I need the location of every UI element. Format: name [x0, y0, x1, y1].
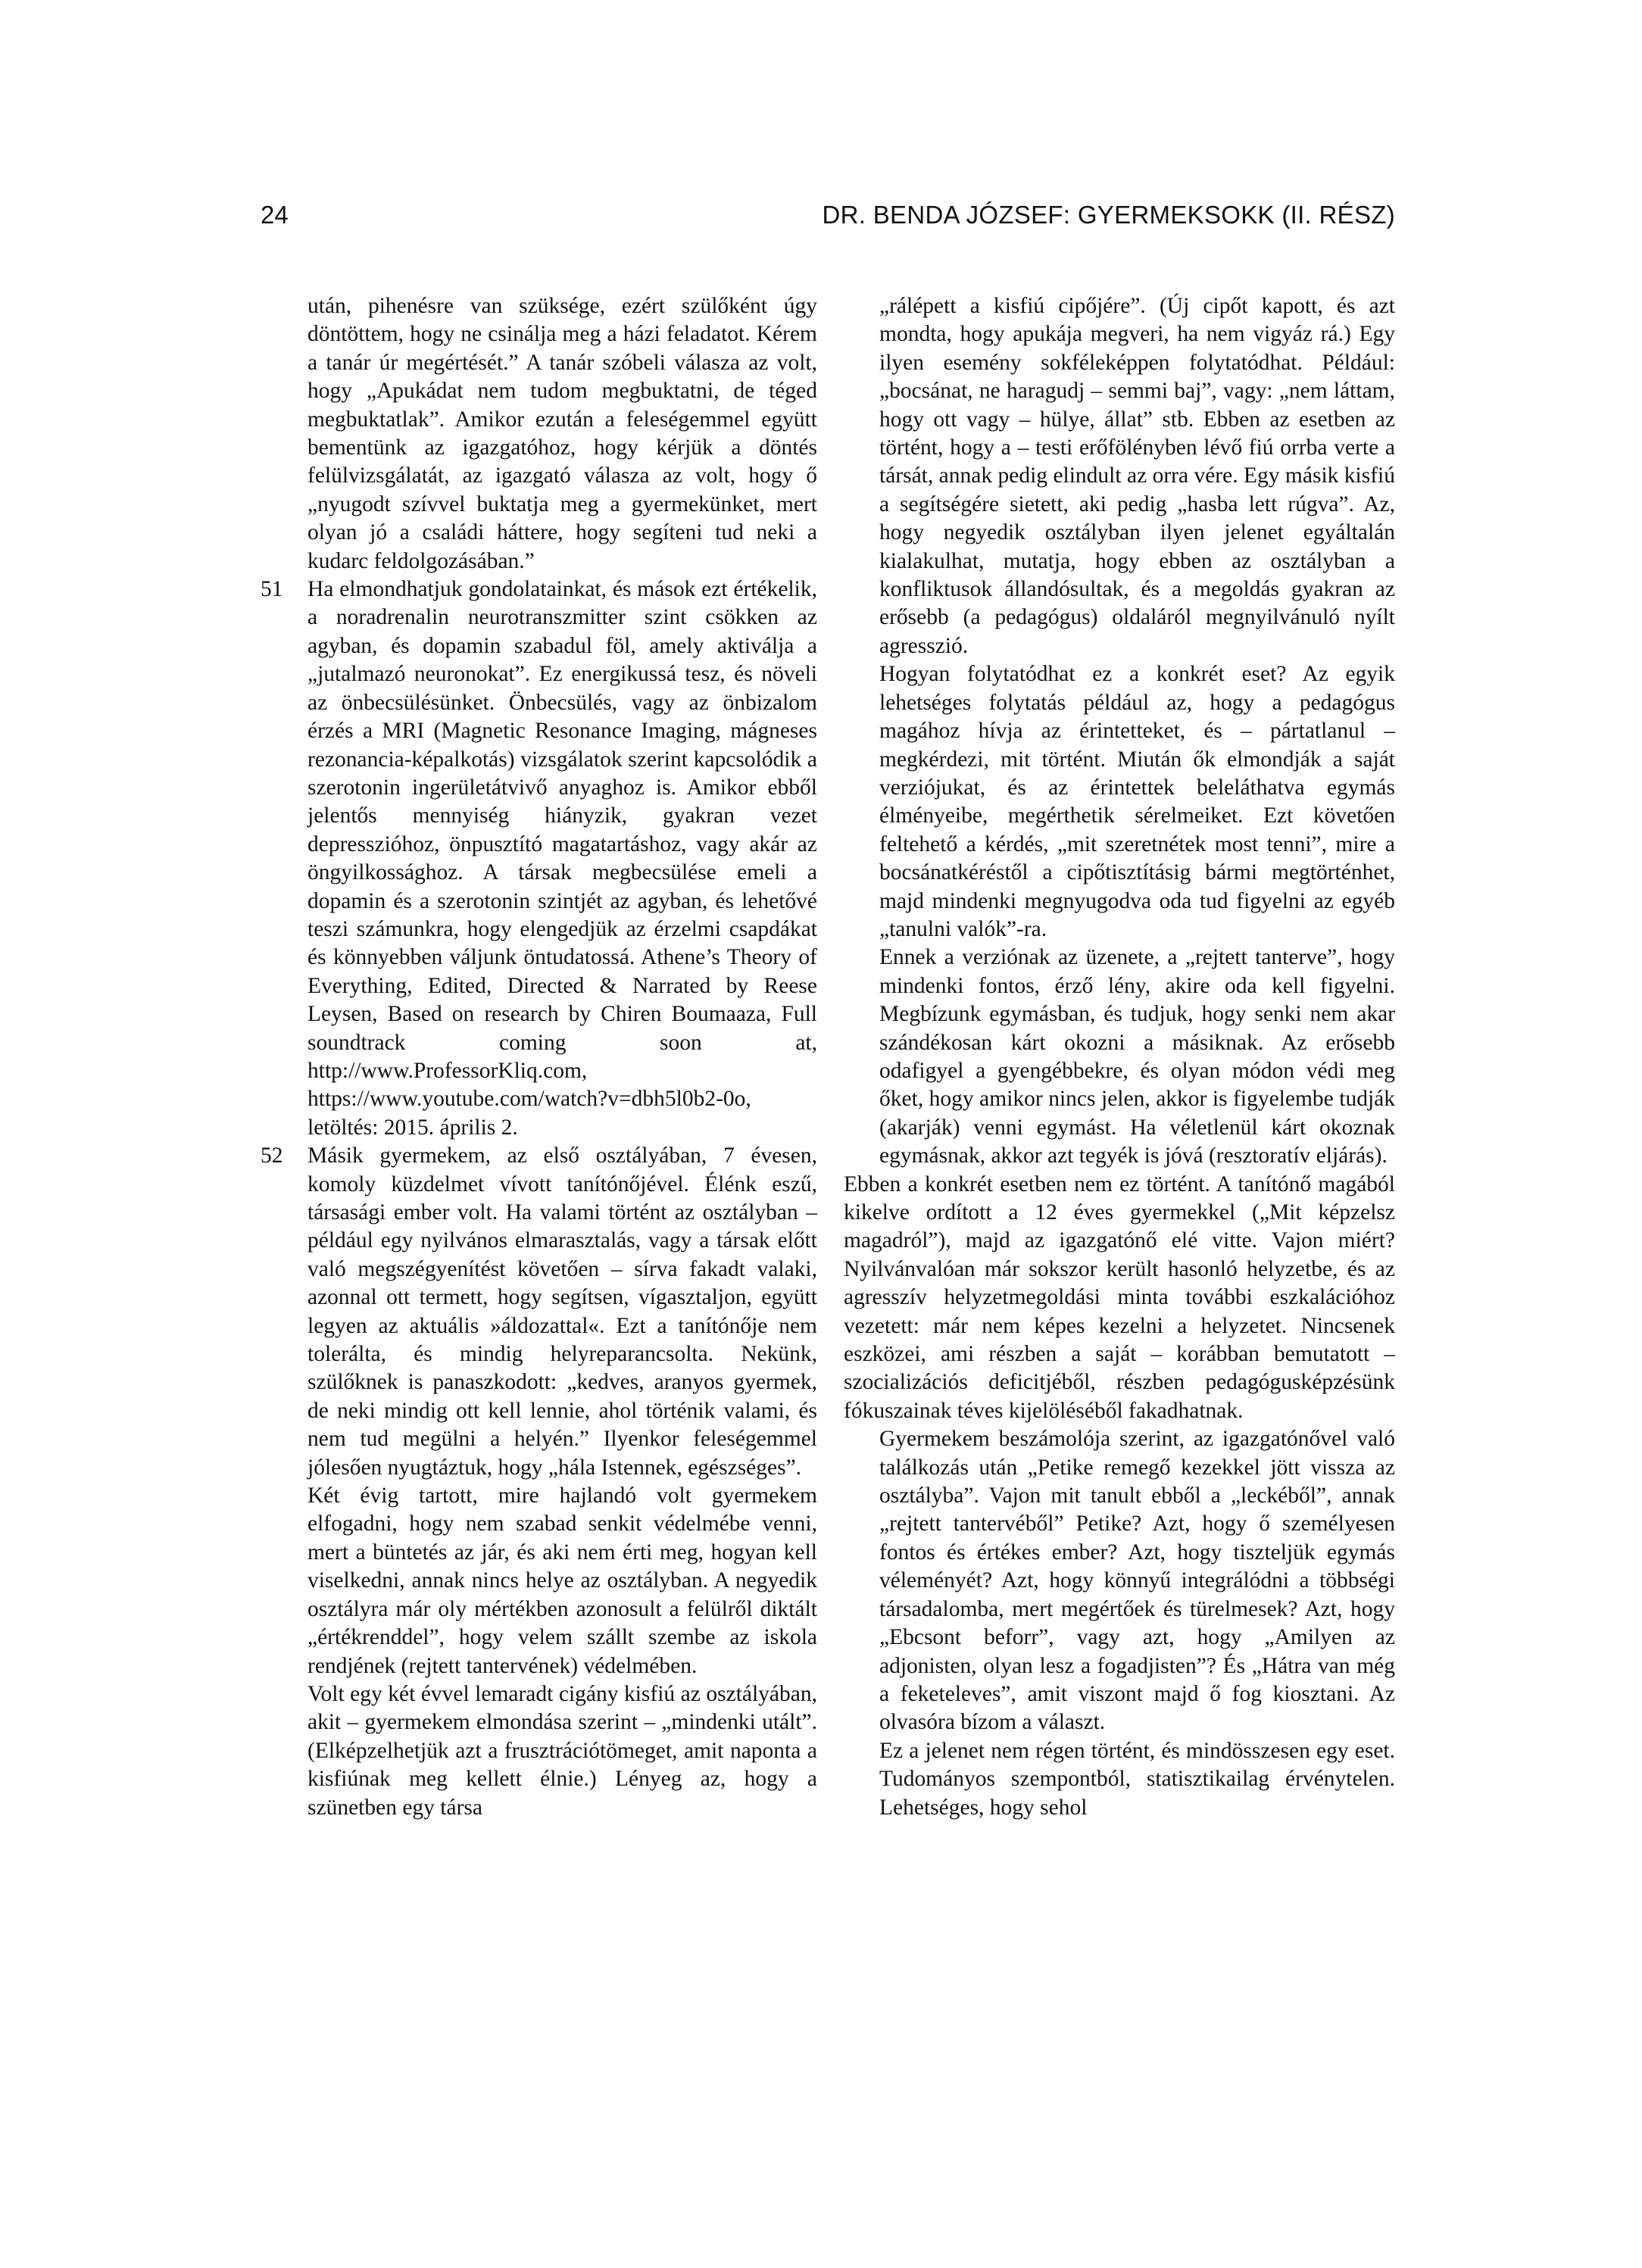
- footnote-number: 51: [261, 577, 283, 602]
- page-number: 24: [261, 201, 289, 229]
- footnote-number: 52: [261, 1143, 283, 1168]
- body-paragraph: Ez a jelenet nem régen történt, és mindösszesen egy eset. Tudományos szempontból, statisztikailag érvénytelen. Lehetséges, hogy sehol: [879, 1738, 1395, 1820]
- footnote-text: Ha elmondhatjuk gondolatainkat, és mások ezt értékelik, a noradrenalin neurotranszmitter szint csökken az agyban, és dopamin szabadul föl, amely aktiválja a „jutalmazó neuronokat”. Ez energikussá tesz, és növeli az önbecsülésünket. Önbecsülés, vagy az önbizalom érzés a MRI (Magnetic Resonance Imaging, mágneses rezonancia-képalkotás) vizsgálatok szerint kapcsolódik a szerotonin ingerületátvivő anyaghoz is. Amikor ebből jelentős mennyiség hiányzik, gyakran vezet depresszióhoz, önpusztító magatartáshoz, vagy akár az öngyilkossághoz. A társak megbecsülése emeli a dopamin és a szerotonin szintjét az agyban, és lehetővé teszi számunkra, hogy elengedjük az érzelmi csapdákat és könnyebben váljunk öntudatossá. Athene’s Theory of Everything, Edited, Directed & Narrated by Reese Leysen, Based on research by Chiren Boumaaza, Full soundtrack coming soon at, http://www.ProfessorKliq.com, https://www.youtube.com/watch?v=dbh5l0b2-0o, letöltés: 2015. április 2.: [307, 577, 817, 1140]
- body-paragraph: Gyermekem beszámolója szerint, az igazgatónővel való találkozás után „Petike remegő kezekkel jött vissza az osztályba”. Vajon mit tanult ebből a „leckéből”, annak „rejtett tantervéből” Petike? Azt, hogy ő személyesen fontos és értékes ember? Azt, hogy tiszteljük egymás véleményét? Azt, hogy könnyű integrálódni a többségi társadalomba, mert megértőek és türelmesek? Azt, hogy „Ebcsont beforr”, vagy azt, hogy „Amilyen az adjonisten, olyan lesz a fogadjisten”? És „Hátra van még a feketeleves”, amit viszont majd ő fog kiosztani. Az olvasóra bízom a választ.: [879, 1427, 1395, 1735]
- footnote-paragraph: Másik gyermekem, az első osztályában, 7 évesen, komoly küzdelmet vívott tanítónőjével. Élénk eszű, társasági ember volt. Ha valami történt az osztályban – például egy nyilvános elmarasztalás, vagy a társak előtt való megszégyenítést követően – sírva fakadt valaki, azonnal ott termett, hogy segítsen, vígasztaljon, együtt legyen az aktuális »áldozattal«. Ezt a tanítónője nem tolerálta, és mindig helyreparancsolta. Nekünk, szülőknek is panaszkodott: „kedves, aranyos gyermek, de neki mindig ott kell lennie, ahol történik valami, és nem tud megülni a helyén.” Ilyenkor feleségemmel jólesően nyugtáztuk, hogy „hála Istennek, egészséges”.: [307, 1143, 817, 1480]
- right-column: [844, 292, 1395, 1822]
- footnote-52: [261, 1142, 817, 1822]
- left-column: [261, 292, 817, 1822]
- footnote-50-continuation: után, pihenésre van szüksége, ezért szülőként úgy döntöttem, hogy ne csinálja meg a házi feladatot. Kérem a tanár úr megértését.” A tanár szóbeli válasza az volt, hogy „Apukádat nem tudom megbuktatni, de téged megbuktatlak”. Amikor ezután a feleségemmel együtt bementünk az igazgatóhoz, hogy kérjük a döntés felülvizsgálatát, az igazgató válasza az volt, hogy ő „nyugodt szívvel buktatja meg a gyermekünket, mert olyan jó a családi háttere, hogy segíteni tud neki a kudarc feldolgozásában.”: [307, 294, 817, 573]
- outdented-text: a konkrét esetben nem ez történt. A tanítónő magából kikelve ordított a 12 éves gyermekkel („Mit képzelsz magadról”), majd az igazgatónő elé vitte. Vajon miért? Nyilvánvalóan már sokszor került hasonló helyzetbe, és az agresszív helyzetmegoldási minta további eszkalációhoz vezetett: már nem képes kezelni a helyzetet. Nincsenek eszközei, ami részben a saját – korábban bemutatott – szocializációs deficitjéből, részben pedagógusképzésünk fókuszainak téves kijelöléséből fakadhatnak.: [844, 1171, 1395, 1423]
- body-paragraph: „rálépett a kisfiú cipőjére”. (Új cipőt kapott, és azt mondta, hogy apukája megveri, ha nem vigyáz rá.) Egy ilyen esemény sokféleképpen folytatódhat. Például: „bocsánat, ne haragudj – semmi baj”, vagy: „nem láttam, hogy ott vagy – hülye, állat” stb. Ebben az esetben az történt, hogy a – testi erőfölényben lévő fiú orrba verte a társát, annak pedig elindult az orra vére. Egy másik kisfiú a segítségére sietett, aki pedig „hasba lett rúgva”. Az, hogy negyedik osztályban ilyen jelenet egyáltalán kialakulhat, mutatja, hogy ebben az osztályban a konfliktusok állandósultak, és a megoldás gyakran az erősebb (a pedagógus) oldaláról megnyilvánuló nyílt agresszió.: [879, 294, 1395, 658]
- body-paragraph: Ennek a verziónak az üzenete, a „rejtett tanterve”, hogy mindenki fontos, érző lény, akire oda kell figyelni. Megbízunk egymásban, és tudjuk, hogy senki nem akar szándékosan kárt okozni a másiknak. Az erősebb odafigyel a gyengébbekre, és olyan módon védi meg őket, hogy amikor nincs jelen, akkor is figyelembe tudják (akarják) venni egymást. Ha véletlenül kárt okoznak egymásnak, akkor azt tegyék is jóvá (resztoratív eljárás).: [879, 945, 1395, 1168]
- footnote-paragraph: Két évig tartott, mire hajlandó volt gyermekem elfogadni, hogy nem szabad senkit védelmébe venni, mert a büntetés az jár, és aki nem érti meg, hogyan kell viselkedni, annak nincs helye az osztályban. A negyedik osztályra már oly mértékben azonosult a felülről diktált „értékrenddel”, hogy velem szállt szembe az iskola rendjének (rejtett tantervének) védelmében.: [307, 1483, 817, 1678]
- page-header: [261, 198, 1395, 232]
- body-paragraph: Hogyan folytatódhat ez a konkrét eset? Az egyik lehetséges folytatás például az, hogy a pedagógus magához hívja az érintetteket, és – pártatlanul – megkérdezi, mit történt. Miután ők elmondják a saját verziójukat, és az érintettek beleláthatva egymás élményeibe, megérthetik sérelmeiket. Ezt követően feltehető a kérdés, „mit szeretnétek most tenni”, mire a bocsánatkéréstől a cipőtisztításig bármi megtörténhet, majd mindenki megnyugodva oda tud figyelni az egyéb „tanulni valók”-ra.: [879, 662, 1395, 941]
- footnote-paragraph: Volt egy két évvel lemaradt cigány kisfiú az osztályában, akit – gyermekem elmondása szerint – „mindenki utált”. (Elképzelhetjük azt a frusztrációtömeget, amit naponta a kisfiúnak meg kellett élnie.) Lényeg az, hogy a szünetben egy társa: [307, 1681, 817, 1820]
- outdented-lead-word: Ebben: [844, 1171, 901, 1196]
- footnote-51: [261, 576, 817, 1142]
- running-title: DR. BENDA JÓZSEF: GYERMEKSOKK (II. RÉSZ): [822, 201, 1395, 229]
- body-paragraph-outdented: [844, 1171, 1395, 1426]
